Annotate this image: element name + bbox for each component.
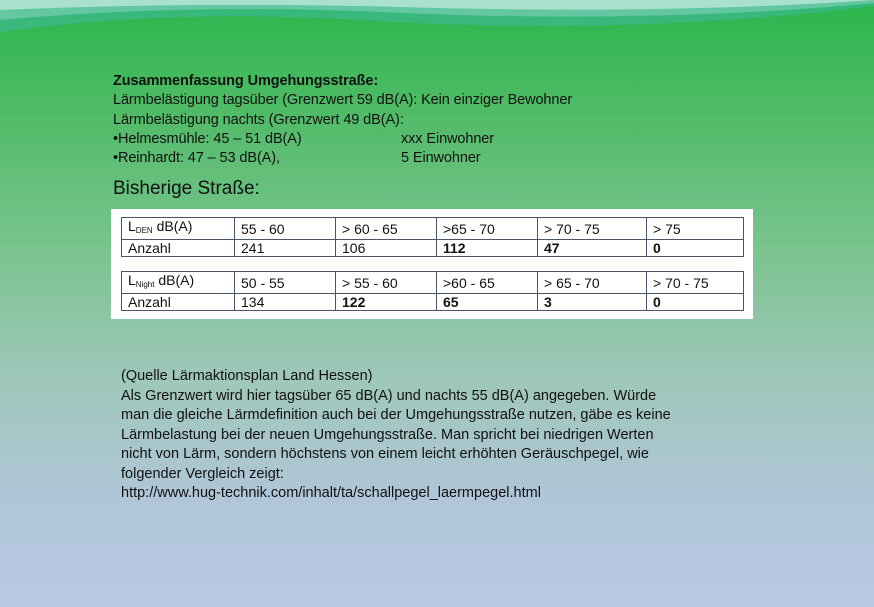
table-lden: [121, 217, 744, 257]
table-cell: 0: [647, 240, 744, 257]
table-header-cell: > 60 - 65: [336, 218, 437, 240]
table-cell: 106: [336, 240, 437, 257]
table-header-row: [122, 272, 744, 294]
text-line: man die gleiche Lärmdefinition auch bei der Umgehungsstraße nutzen, gäbe es keine: [121, 407, 671, 423]
table-cell: 122: [336, 294, 437, 311]
source-line: (Quelle Lärmaktionsplan Land Hessen): [121, 368, 373, 384]
table-label-cell: $L_{Night}$ dB(A): [122, 272, 235, 294]
text-line: Als Grenzwert wird hier tagsüber 65 dB(A) und nachts 55 dB(A) angegeben. Würde: [121, 387, 657, 404]
table-header-cell: 50 - 55: [235, 272, 336, 294]
summary-night-line: Lärmbelästigung nachts (Grenzwert 49 dB(A):: [113, 111, 404, 128]
table-lnight: [121, 271, 744, 311]
summary-row-location: •Reinhardt: 47 – 53 dB(A),: [113, 150, 280, 167]
table-cell: 65: [437, 294, 538, 311]
summary-day-line: Lärmbelästigung tagsüber (Grenzwert 59 dB(A): Kein einziger Bewohner: [113, 92, 573, 109]
table-header-cell: >60 - 65: [437, 272, 538, 294]
summary-row-residents: xxx Einwohner: [401, 130, 494, 147]
table-cell: 3: [538, 294, 647, 311]
table-cell: 0: [647, 294, 744, 311]
table-cell: 112: [437, 240, 538, 257]
decorative-wave: [0, 0, 874, 40]
section-heading: Bisherige Straße:: [113, 178, 260, 199]
table-header-cell: > 75: [647, 218, 744, 240]
summary-title: Zusammenfassung Umgehungsstraße:: [113, 73, 379, 89]
table-row: [122, 240, 744, 257]
summary-row-reinhardt: [113, 149, 753, 168]
summary-row-location: •Helmesmühle: 45 – 51 dB(A): [113, 130, 302, 147]
table-cell: 47: [538, 240, 647, 257]
table-cell: 134: [235, 294, 336, 311]
reference-url: http://www.hug-technik.com/inhalt/ta/schallpegel_laermpegel.html: [121, 485, 541, 501]
table-panel: [111, 209, 753, 319]
table-row-label: Anzahl: [122, 294, 235, 311]
table-header-row: [122, 218, 744, 240]
table-cell: 241: [235, 240, 336, 257]
table-header-cell: 55 - 60: [235, 218, 336, 240]
text-line: nicht von Lärm, sondern höchstens von einem leicht erhöhten Geräuschpegel, wie: [121, 446, 649, 462]
table-header-cell: > 65 - 70: [538, 272, 647, 294]
summary-row-helmesmuehle: [113, 130, 753, 149]
table-row-label: Anzahl: [122, 240, 235, 257]
table-header-cell: > 70 - 75: [538, 218, 647, 240]
table-label-cell: $L_{DEN}$ dB(A): [122, 218, 235, 240]
table-header-cell: > 55 - 60: [336, 272, 437, 294]
table-row: [122, 294, 744, 311]
explanation-text: [121, 367, 761, 504]
summary-row-residents: 5 Einwohner: [401, 150, 481, 167]
text-line: Lärmbelastung bei der neuen Umgehungsstraße. Man spricht bei niedrigen Werten: [121, 426, 654, 443]
summary-block: [113, 72, 753, 168]
table-header-cell: >65 - 70: [437, 218, 538, 240]
table-header-cell: > 70 - 75: [647, 272, 744, 294]
text-line: folgender Vergleich zeigt:: [121, 465, 284, 482]
